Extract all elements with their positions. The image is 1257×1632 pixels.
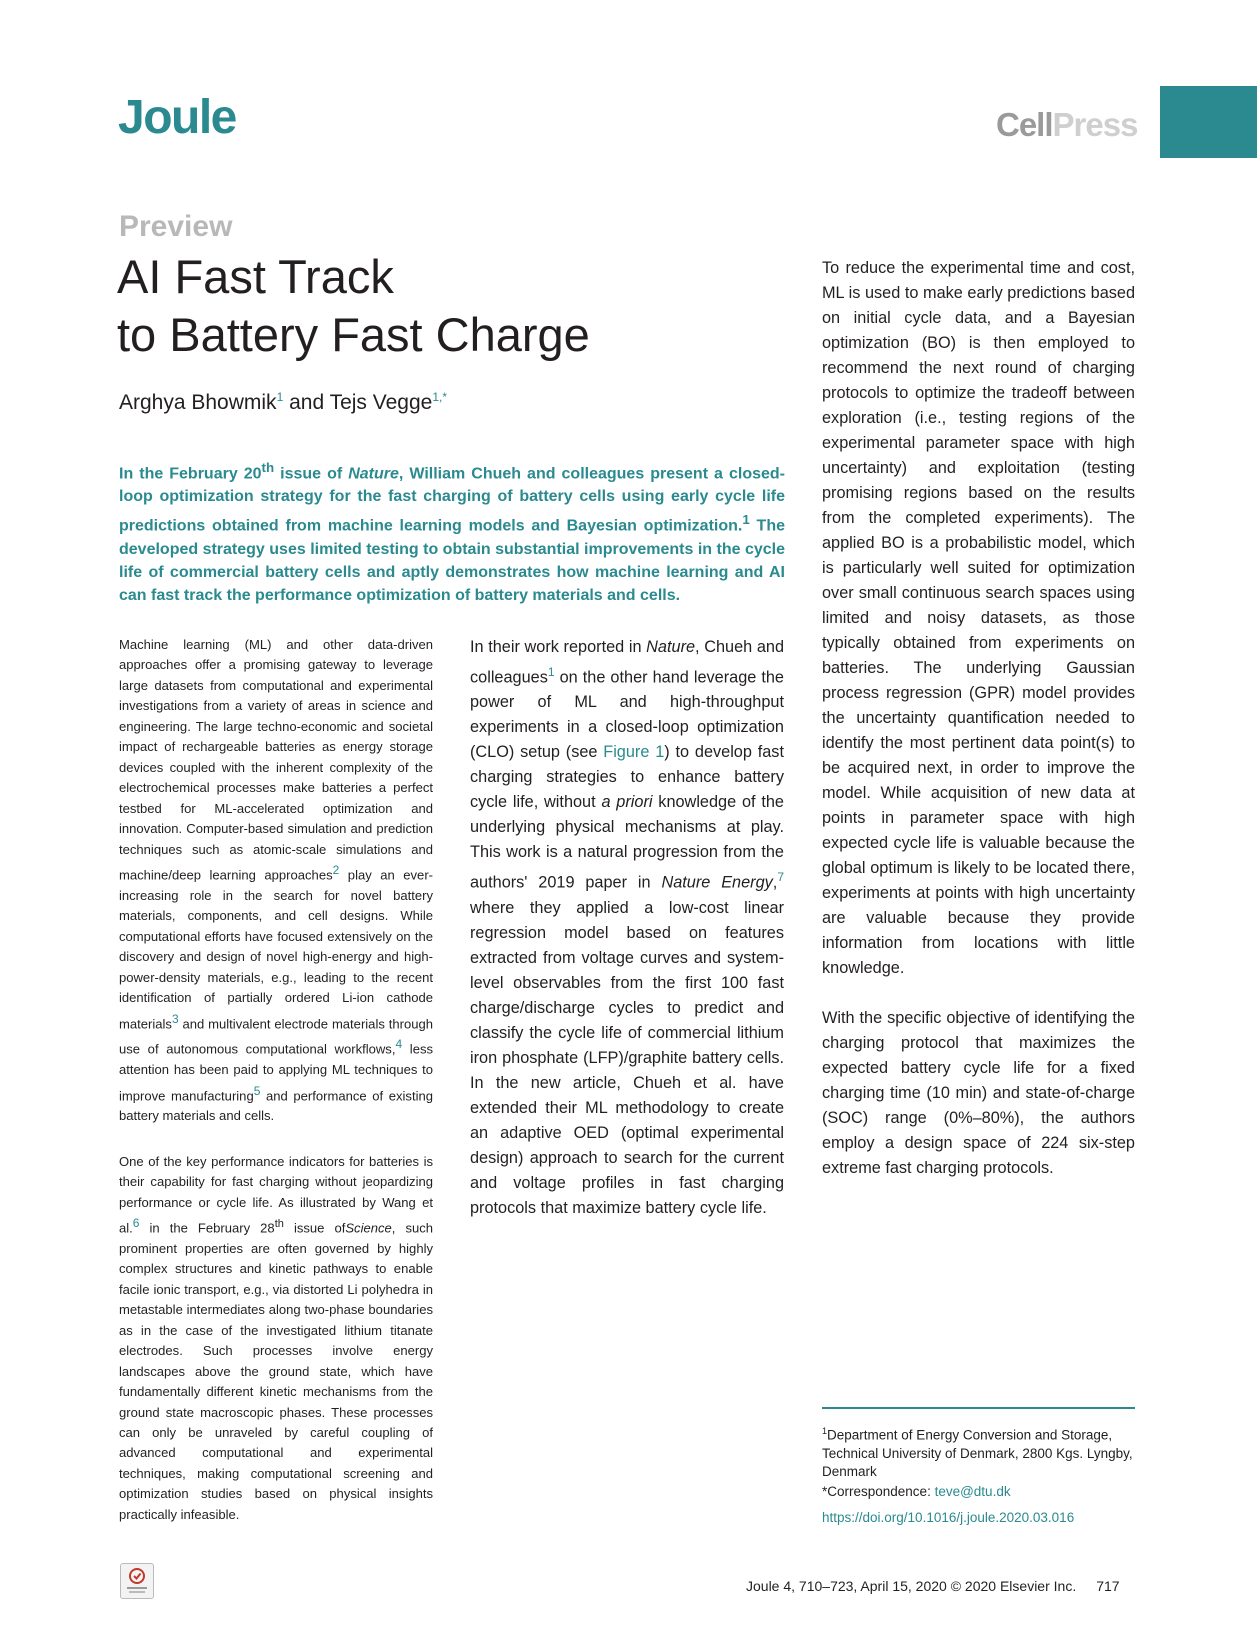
body-column-2 [470,635,784,1246]
section-label: Preview [119,210,233,243]
affiliation-note [822,1422,1135,1481]
author-conjunction: and [283,391,330,414]
body-text: , Chueh and colleagues [470,638,785,687]
body-text: where they applied a low-cost linear regression model based on features extracted from voltage curves and system-level observables from the first 100 fast charge/discharge cycles to predict and classify the cycle life of commercial lithium iron phosphate (LFP)/graphite battery cells. In the new article, Chueh et al. have extended their ML methodology to create an adaptive OED (optimal experimental design) approach to search for the current and voltage profiles in fast charging protocols that maximize battery cycle life. [470,898,784,1217]
abstract-text: The developed strategy uses limited testing to obtain substantial improvements in the cycle life of commercial battery cells and aptly demonstrates how machine learning and AI can fast track the performance optimization of battery materials and cells. [119,517,786,604]
body-text: less attention has been paid to applying ML techniques to improve manufacturing [119,1041,433,1103]
abstract-text: issue of [274,465,349,483]
page-number: 717 [1096,1578,1120,1594]
body-text: in the February 28 [139,1220,275,1236]
body-text: and multivalent electrode materials through use of autonomous computational workflows, [119,1015,433,1057]
journal-logo: Joule [118,91,236,144]
title-line-2: to Battery Fast Charge [117,308,590,361]
abstract-journal: Nature [348,465,399,483]
body-text: knowledge of the underlying physical mechanisms at play. This work is a natural progression from the authors' 2019 paper in [470,793,784,892]
body-text: One of the key performance indicators for batteries is their capability for fast charging without jeopardizing performance or cycle life. As illustrated by Wang et al. [119,1153,433,1236]
reference-link[interactable]: 1 [547,665,555,679]
abstract-text: , William Chueh and colleagues present a closed-loop optimization strategy for the fast charging of battery cells using early cycle life predictions obtained from machine learning models and Bayesian optimization. [119,465,785,535]
page-footer [746,1578,1120,1594]
doi-link[interactable]: https://doi.org/10.1016/j.joule.2020.03.016 [822,1510,1075,1525]
correspondence-email-link[interactable]: teve@dtu.dk [934,1484,1011,1499]
reference-link[interactable]: 5 [253,1083,261,1098]
reference-link[interactable]: 2 [332,862,340,877]
reference-link[interactable]: 4 [395,1037,403,1052]
body-text: play an ever-increasing role in the search for novel battery materials, components, and cell designs. While computational efforts have focused extensively on the discovery and design of novel high-energy and high-power-density materials, e.g., leading to the recent identification of partially ordered Li-ion cathode materials [119,867,434,1031]
correspondence-label: *Correspondence: [822,1484,935,1499]
article-title [117,248,590,364]
journal-name: Nature [646,638,696,656]
abstract-text: In the February 20 [119,465,262,483]
figure-link[interactable]: Figure 1 [603,743,665,762]
reference-link[interactable]: 3 [171,1011,179,1026]
paragraph-2 [119,1152,433,1526]
reference-link[interactable]: 6 [132,1216,140,1231]
author-2[interactable]: Tejs Vegge [329,391,433,414]
author-2-affiliation[interactable]: 1,* [432,390,448,404]
body-column-3 [822,256,1135,1206]
author-1-affiliation[interactable]: 1 [276,390,284,404]
body-text: , such prominent properties are often governed by highly complex structures and kinetic pathways to enable facile ionic transport, e.g., via distorted Li polyhedra in metastable intermediates along two-phase boundaries as in the case of the investigated lithium titanate electrodes. Such processes involve energy landscapes above the ground state, which have fundamentally different kinetic mechanisms from the ground state macroscopic phases. These processes can only be unraveled by careful coupling of advanced computational and experimental techniques, making computational screening and optimization studies based on physical insights practically infeasible. [119,1220,434,1522]
body-text: ) to develop fast charging strategies to enhance battery cycle life, without [470,743,784,812]
body-text: Machine learning (ML) and other data-driven approaches offer a promising gateway to leverage large datasets from computational and experimental investigations from a variety of areas in science and engineering. The large techno-economic and societal impact of rechargeable batteries as energy storage devices coupled with the inherent complexity of the electrochemical processes make batteries a perfect testbed for ML-accelerated optimization and innovation. Computer-based simulation and prediction techniques such as atomic-scale simulations and machine/deep learning approaches [119,637,433,883]
publisher-logo-part1: Cell [996,106,1053,143]
journal-name: Science [345,1220,392,1236]
body-text: , [772,873,778,892]
paragraph-3 [470,635,784,1221]
reference-link[interactable]: 7 [777,870,784,885]
footnote-divider [822,1407,1135,1409]
page-edge-tab [1160,86,1257,158]
body-text: In their work reported in [470,638,647,656]
citation: Joule 4, 710–723, April 15, 2020 © 2020 Elsevier Inc. [746,1578,1077,1594]
paragraph-5: With the specific objective of identifying the charging protocol that maximizes the expected battery cycle life for a fixed charging time (10 min) and state-of-charge (SOC) range (0%–80%), the authors employ a design space of 224 six-step extreme fast charging protocols. [822,1009,1135,1177]
abstract [119,456,785,607]
affiliation-sup: 1 [822,1426,828,1436]
body-text: issue of [283,1220,346,1236]
publisher-logo-part2: Press [1052,106,1138,143]
paragraph-4: To reduce the experimental time and cost, ML is used to make early predictions based on initial cycle data, and a Bayesian optimization (BO) is then employed to recommend the next round of charging protocols to optimize the tradeoff between exploration (i.e., testing regions of the experimental parameter space with high uncertainty) and exploitation (testing promising regions based on the results from the completed experiments). The applied BO is a probabilistic model, which is particularly well suited for optimization over small continuous search spaces using limited and noisy datasets, as those typically obtained from experiments on batteries. The underlying Gaussian process regression (GPR) model provides the uncertainty quantification needed to identify the most pertinent data point(s) to be acquired next, in order to improve the model. While acquisition of new data at points in parameter space with high expected cycle life is valuable because the global optimum is likely to be located there, experiments at points with high uncertainty are valuable because they provide information from locations with little knowledge. [822,259,1135,977]
paragraph-1 [119,635,433,1127]
abstract-sup: th [261,460,275,475]
author-list [119,390,447,415]
publisher-logo [996,106,1137,144]
affiliation-text: Department of Energy Conversion and Storage, Technical University of Denmark, 2800 Kgs. Lyngby, Denmark [822,1427,1133,1479]
body-italic: a priori [601,793,653,812]
reference-link[interactable]: 1 [742,512,750,528]
correspondence [822,1484,1011,1499]
body-text: and performance of existing battery materials and cells. [119,1087,433,1124]
body-column-1 [119,635,433,1550]
journal-name: Nature Energy [661,873,773,892]
author-1[interactable]: Arghya Bhowmik [119,391,277,414]
body-sup: th [274,1218,284,1231]
title-line-1: AI Fast Track [117,250,394,303]
check-for-updates-icon[interactable] [120,1563,154,1599]
body-text: on the other hand leverage the power of ML and high-throughput experiments in a closed-loop optimization (CLO) setup (see [470,668,784,762]
